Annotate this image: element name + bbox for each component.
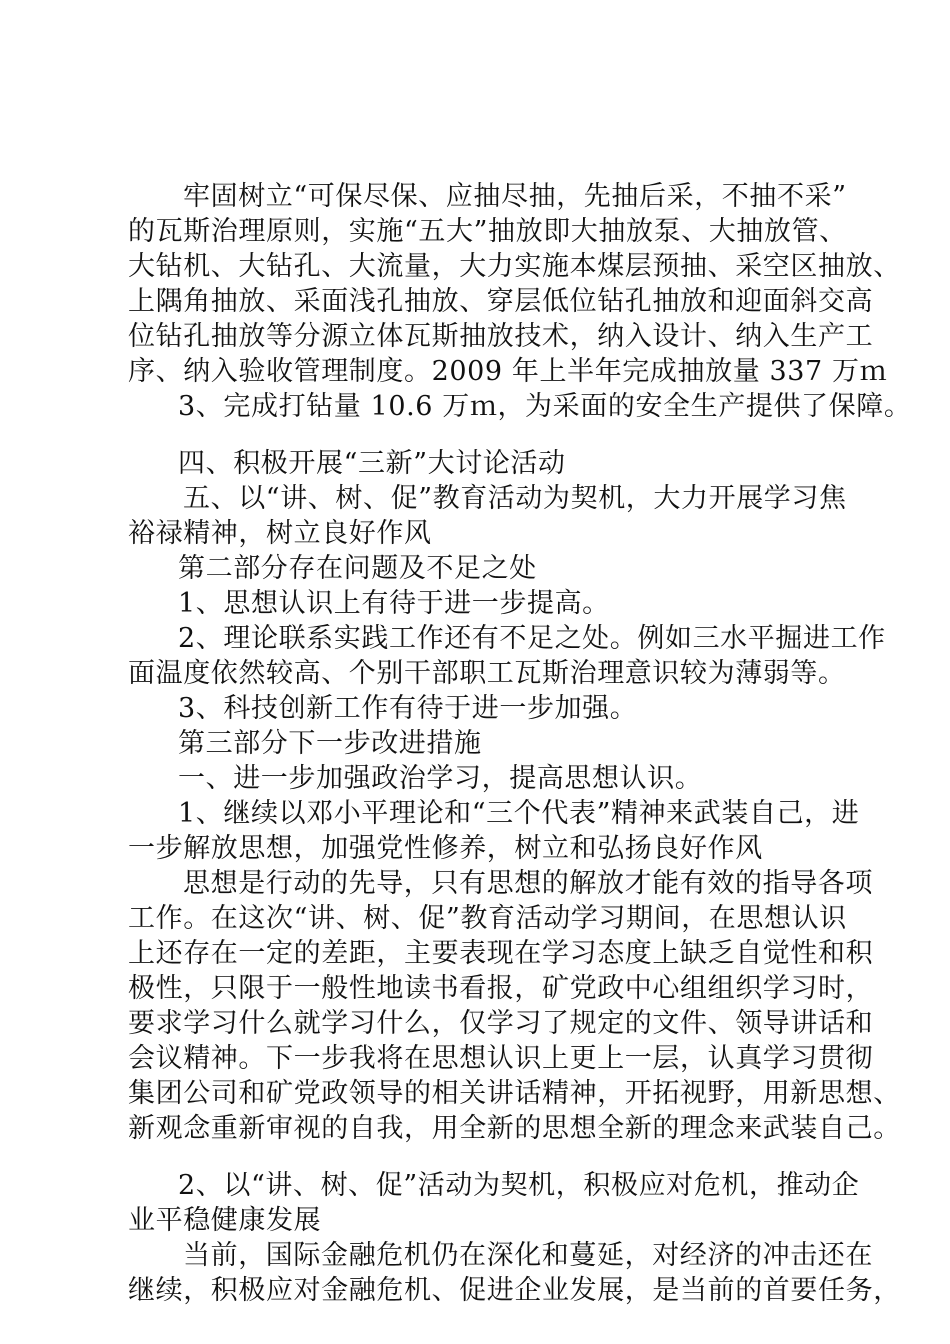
body-text-line: 3、完成打钻量 10.6 万ｍ，为采面的安全生产提供了保障。 bbox=[178, 391, 912, 422]
body-text-line: 1、继续以邓小平理论和“三个代表”精神来武装自己，进 bbox=[178, 798, 860, 829]
section-heading: 四、积极开展“三新”大讨论活动 bbox=[178, 448, 566, 479]
part-heading: 第三部分下一步改进措施 bbox=[178, 728, 482, 759]
section-heading: 一、进一步加强政治学习，提高思想认识。 bbox=[178, 763, 703, 794]
body-text-line: 上还存在一定的差距，主要表现在学习态度上缺乏自觉性和积 bbox=[128, 938, 874, 969]
body-text-line: 一步解放思想，加强党性修养，树立和弘扬良好作风 bbox=[128, 833, 763, 864]
body-text-line: 2、以“讲、树、促”活动为契机，积极应对危机，推动企 bbox=[178, 1170, 860, 1201]
body-text-line: 2、理论联系实践工作还有不足之处。例如三水平掘进工作 bbox=[178, 623, 886, 654]
body-text-line: 业平稳健康发展 bbox=[128, 1205, 322, 1236]
body-text-line: 位钻孔抽放等分源立体瓦斯抽放技术，纳入设计、纳入生产工 bbox=[128, 321, 874, 352]
body-text-line: 的瓦斯治理原则，实施“五大”抽放即大抽放泵、大抽放管、 bbox=[128, 216, 847, 247]
body-text-line: 思想是行动的先导，只有思想的解放才能有效的指导各项 bbox=[183, 868, 873, 899]
body-text-line: 1、思想认识上有待于进一步提高。 bbox=[178, 588, 610, 619]
body-text-line: 五、以“讲、树、促”教育活动为契机，大力开展学习焦 bbox=[183, 483, 847, 514]
body-text-line: 要求学习什么就学习什么，仅学习了规定的文件、领导讲话和 bbox=[128, 1008, 874, 1039]
body-text-line: 工作。在这次“讲、树、促”教育活动学习期间，在思想认识 bbox=[128, 903, 847, 934]
body-text-line: 牢固树立“可保尽保、应抽尽抽，先抽后采，不抽不采” bbox=[183, 181, 847, 212]
body-text-line: 新观念重新审视的自我，用全新的思想全新的理念来武装自己。 bbox=[128, 1113, 901, 1144]
body-text-line: 面温度依然较高、个别干部职工瓦斯治理意识较为薄弱等。 bbox=[128, 658, 846, 689]
body-text-line: 集团公司和矿党政领导的相关讲话精神，开拓视野，用新思想、 bbox=[128, 1078, 901, 1109]
body-text-line: 上隅角抽放、采面浅孔抽放、穿层低位钻孔抽放和迎面斜交高 bbox=[128, 286, 874, 317]
body-text-line: 裕禄精神，树立良好作风 bbox=[128, 518, 432, 549]
body-text-line: 序、纳入验收管理制度。2009 年上半年完成抽放量 337 万ｍ bbox=[128, 356, 888, 387]
body-text-line: 极性，只限于一般性地读书看报，矿党政中心组组织学习时， bbox=[128, 973, 874, 1004]
body-text-line: 大钻机、大钻孔、大流量，大力实施本煤层预抽、采空区抽放、 bbox=[128, 251, 901, 282]
part-heading: 第二部分存在问题及不足之处 bbox=[178, 553, 537, 584]
body-text-line: 当前，国际金融危机仍在深化和蔓延，对经济的冲击还在 bbox=[183, 1240, 873, 1271]
body-text-line: 继续，积极应对金融危机、促进企业发展，是当前的首要任务， bbox=[128, 1275, 901, 1306]
body-text-line: 会议精神。下一步我将在思想认识上更上一层，认真学习贯彻 bbox=[128, 1043, 874, 1074]
body-text-line: 3、科技创新工作有待于进一步加强。 bbox=[178, 693, 638, 724]
